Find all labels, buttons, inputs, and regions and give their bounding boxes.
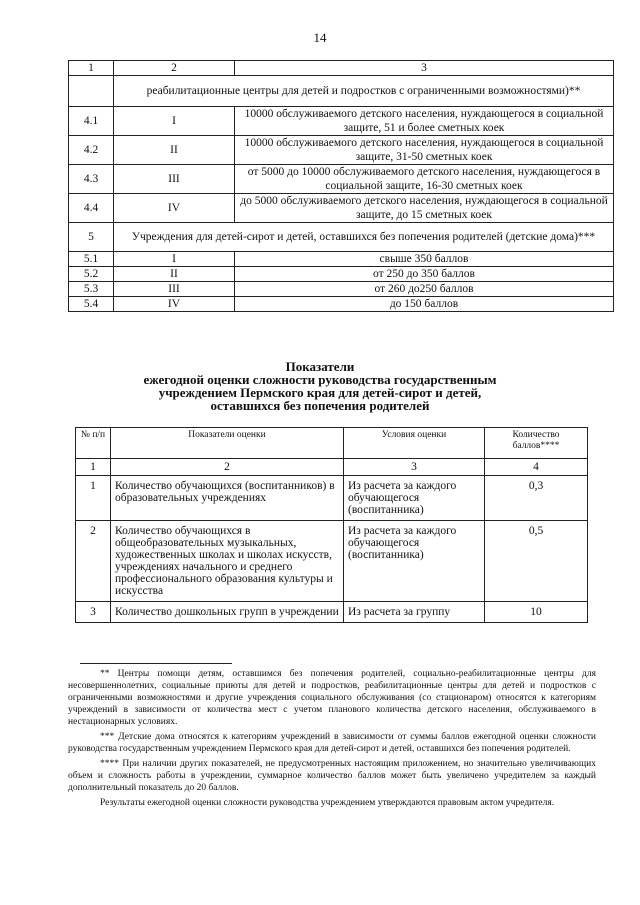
- column-number-row: [76, 459, 588, 476]
- header-points: Количество баллов****: [485, 428, 588, 459]
- row-text: от 260 до250 баллов: [235, 282, 614, 297]
- table-row: [69, 136, 614, 165]
- row-indicator: Количество дошкольных групп в учреждении: [111, 602, 344, 623]
- row-number: 5: [69, 223, 114, 252]
- table-row: [69, 107, 614, 136]
- row-group: I: [114, 252, 235, 267]
- row-points: 10: [485, 602, 588, 623]
- footnote: ** Центры помощи детям, оставшимся без попечения родителей, социально-реабилитационные центры для несовершеннолетних, социальные приюты для детей и подростков, реабилитационные центры для детей и подростков с ограниченными возможностями и другие учреждения социального обслуживания (со стационаром) относятся к категориям учреждений в зависимости от количества мест с учетом планового количества детского населения, обслуживаемого в нестационарных условиях.: [68, 669, 596, 727]
- table-row: [69, 76, 614, 107]
- table-row: [76, 602, 588, 623]
- footnote: *** Детские дома относятся к категориям учреждений в зависимости от суммы баллов ежегодной оценки сложности руководства государственным учреждением Пермского края для детей-сирот и детей, оставшихся без попечения родителей.: [68, 732, 596, 754]
- column-number: 2: [111, 459, 344, 476]
- category-table: [68, 60, 614, 312]
- row-group: III: [114, 282, 235, 297]
- footnotes: [68, 668, 596, 812]
- row-number: 5.3: [69, 282, 114, 297]
- row-number: 1: [76, 476, 111, 521]
- table-row: [76, 521, 588, 602]
- row-text: 10000 обслуживаемого детского населения, нуждающегося в социальной защите, 31-50 сметных коек: [235, 136, 614, 165]
- row-number: 4.3: [69, 165, 114, 194]
- row-group: II: [114, 136, 235, 165]
- row-indicator: Количество обучающихся (воспитанников) в образовательных учреждениях: [111, 476, 344, 521]
- table-row: [69, 252, 614, 267]
- row-number: 4.4: [69, 194, 114, 223]
- footnote-divider: [80, 663, 232, 664]
- header-cell: 2: [114, 61, 235, 76]
- row-group: IV: [114, 194, 235, 223]
- footnote: **** При наличии других показателей, не предусмотренных настоящим приложением, но значительно увеличивающих объем и сложность работы в учреждении, суммарное количество баллов может быть увеличено учредителем за каждый дополнительный показатель до 20 баллов.: [68, 759, 596, 793]
- table-row: [69, 194, 614, 223]
- column-number: 1: [76, 459, 111, 476]
- header-condition: Условия оценки: [344, 428, 485, 459]
- table-row: [76, 476, 588, 521]
- row-text: 10000 обслуживаемого детского населения, нуждающегося в социальной защите, 51 и более сметных коек: [235, 107, 614, 136]
- row-condition: Из расчета за группу: [344, 602, 485, 623]
- table-header-row: [76, 428, 588, 459]
- table-row: [69, 223, 614, 252]
- row-number: 4.1: [69, 107, 114, 136]
- row-number: 4.2: [69, 136, 114, 165]
- row-condition: Из расчета за каждого обучающегося (воспитанника): [344, 521, 485, 602]
- row-text: до 5000 обслуживаемого детского населения, нуждающегося в социальной защите, до 15 сметных коек: [235, 194, 614, 223]
- row-text: свыше 350 баллов: [235, 252, 614, 267]
- section-title: [0, 360, 640, 412]
- column-number: 4: [485, 459, 588, 476]
- table-row: [69, 297, 614, 312]
- row-number: 3: [76, 602, 111, 623]
- title-line: учреждением Пермского края для детей-сирот и детей,: [158, 385, 482, 400]
- row-group: II: [114, 267, 235, 282]
- row-group: IV: [114, 297, 235, 312]
- row-text: от 250 до 350 баллов: [235, 267, 614, 282]
- section-text: Учреждения для детей-сирот и детей, оставшихся без попечения родителей (детские дома)***: [114, 223, 614, 252]
- row-text: до 150 баллов: [235, 297, 614, 312]
- row-number: 2: [76, 521, 111, 602]
- row-number: 5.2: [69, 267, 114, 282]
- row-number: 5.1: [69, 252, 114, 267]
- header-num: № п/п: [76, 428, 111, 459]
- row-condition: Из расчета за каждого обучающегося (воспитанника): [344, 476, 485, 521]
- table-row: [69, 282, 614, 297]
- table-row: [69, 165, 614, 194]
- row-text: от 5000 до 10000 обслуживаемого детского населения, нуждающегося в социальной защите, 16-30 сметных коек: [235, 165, 614, 194]
- row-indicator: Количество обучающихся в общеобразовательных музыкальных, художественных школах и школах искусств, учреждениях начального и среднего профессионального образования культуры и искусства: [111, 521, 344, 602]
- title-line: ежегодной оценки сложности руководства государственным: [143, 372, 497, 387]
- header-indicator: Показатели оценки: [111, 428, 344, 459]
- title-line: оставшихся без попечения родителей: [210, 398, 430, 413]
- column-number: 3: [344, 459, 485, 476]
- page-number: 14: [313, 30, 327, 45]
- row-group: I: [114, 107, 235, 136]
- row-points: 0,3: [485, 476, 588, 521]
- indicators-table: [75, 427, 588, 623]
- header-cell: 1: [69, 61, 114, 76]
- table-header-row: [69, 61, 614, 76]
- header-cell: 3: [235, 61, 614, 76]
- title-line: Показатели: [285, 359, 355, 374]
- row-group: III: [114, 165, 235, 194]
- footnote: Результаты ежегодной оценки сложности руководства учреждением утверждаются правовым актом учредителя.: [100, 798, 555, 808]
- row-points: 0,5: [485, 521, 588, 602]
- table-row: [69, 267, 614, 282]
- section-text: реабилитационные центры для детей и подростков с ограниченными возможностями)**: [114, 76, 614, 107]
- row-number: 5.4: [69, 297, 114, 312]
